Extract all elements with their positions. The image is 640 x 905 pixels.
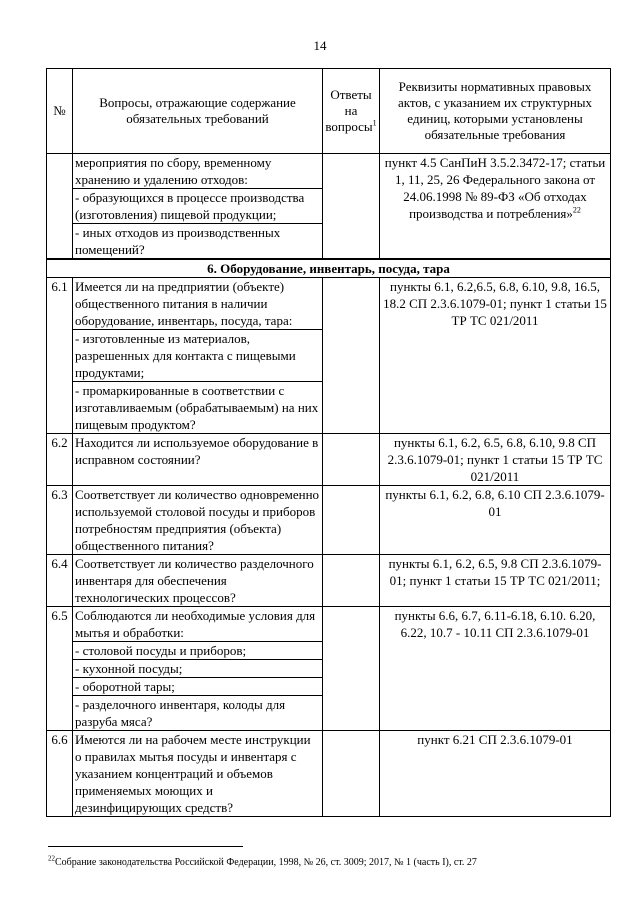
section-heading-row: [47, 259, 611, 278]
row-question: Соответствует ли количество разделочного инвентаря для обеспечения технологических процессов?: [73, 555, 323, 607]
row-num: 6.6: [47, 731, 73, 817]
answer-cell[interactable]: [323, 555, 380, 607]
table-row: [47, 607, 611, 642]
row-reference: пункты 6.1, 6.2, 6.5, 9.8 СП 2.3.6.1079-01; пункт 1 статьи 15 ТР ТС 021/2011;: [380, 555, 611, 607]
reference-text: пункт 4.5 СанПиН 3.5.2.3472-17; статьи 1, 11, 25, 26 Федерального закона от 24.06.1998 № 89-ФЗ «Об отходах производства и потребления»: [384, 155, 606, 221]
answer-cell[interactable]: [323, 486, 380, 555]
header-num: №: [47, 69, 73, 154]
answer-cell[interactable]: [323, 434, 380, 486]
row-num: 6.2: [47, 434, 73, 486]
row-num: [47, 154, 73, 260]
header-requisites: Реквизиты нормативных правовых актов, с указанием их структурных единиц, которыми установлены обязательные требования: [380, 69, 611, 154]
answer-cell[interactable]: [323, 607, 380, 731]
row-num: 6.4: [47, 555, 73, 607]
row-num: 6.5: [47, 607, 73, 731]
row-question: - изготовленные из материалов, разрешенных для контакта с пищевыми продуктами;: [73, 330, 323, 382]
table-header-row: [47, 69, 611, 154]
row-reference: пункты 6.1, 6.2, 6.8, 6.10 СП 2.3.6.1079-01: [380, 486, 611, 555]
answer-cell[interactable]: [323, 154, 380, 260]
header-answers-text: Ответы на вопросы: [325, 87, 373, 134]
table-row: [47, 154, 611, 189]
row-question: - разделочного инвентаря, колоды для разруба мяса?: [73, 696, 323, 731]
table-row: [47, 486, 611, 555]
row-reference: пункт 6.21 СП 2.3.6.1079-01: [380, 731, 611, 817]
answer-cell[interactable]: [323, 278, 380, 434]
row-reference: пункты 6.1, 6.2, 6.5, 6.8, 6.10, 9.8 СП 2.3.6.1079-01; пункт 1 статьи 15 ТР ТС 021/2011: [380, 434, 611, 486]
table-row: [47, 731, 611, 817]
table-row: [47, 278, 611, 330]
row-question: - иных отходов из производственных помещений?: [73, 224, 323, 260]
row-question: - столовой посуды и приборов;: [73, 642, 323, 660]
table-row: [47, 555, 611, 607]
row-reference: [380, 154, 611, 260]
row-question: - оборотной тары;: [73, 678, 323, 696]
table-row: [47, 434, 611, 486]
row-question: Соблюдаются ли необходимые условия для мытья и обработки:: [73, 607, 323, 642]
footnote-text: Собрание законодательства Российской Федерации, 1998, № 26, ст. 3009; 2017, № 1 (часть I), ст. 27: [55, 857, 477, 868]
row-question: Соответствует ли количество одновременно используемой столовой посуды и приборов потребностям предприятия (объекта) общественного питания?: [73, 486, 323, 555]
row-num: 6.3: [47, 486, 73, 555]
footnote: [48, 856, 477, 869]
answer-cell[interactable]: [323, 731, 380, 817]
section-title: 6. Оборудование, инвентарь, посуда, тара: [47, 259, 611, 278]
row-question: мероприятия по сбору, временному хранению и удалению отходов:: [73, 154, 323, 189]
footnote-divider: [48, 846, 243, 847]
row-question: - кухонной посуды;: [73, 660, 323, 678]
header-questions: Вопросы, отражающие содержание обязательных требований: [73, 69, 323, 154]
row-question: - образующихся в процессе производства (изготовления) пищевой продукции;: [73, 189, 323, 224]
row-question: Имеется ли на предприятии (объекте) общественного питания в наличии оборудование, инвентарь, посуда, тара:: [73, 278, 323, 330]
row-num: 6.1: [47, 278, 73, 434]
row-reference: пункты 6.6, 6.7, 6.11-6.18, 6.10. 6.20, 6.22, 10.7 - 10.11 СП 2.3.6.1079-01: [380, 607, 611, 731]
row-reference: пункты 6.1, 6.2,6.5, 6.8, 6.10, 9.8, 16.5, 18.2 СП 2.3.6.1079-01; пункт 1 статьи 15 ТР ТС 021/2011: [380, 278, 611, 434]
footnote-ref: 22: [572, 205, 581, 215]
row-question: - промаркированные в соответствии с изготавливаемым (обрабатываемым) на них пищевым продуктом?: [73, 382, 323, 434]
footnote-mark: 22: [48, 854, 55, 863]
row-question: Имеются ли на рабочем месте инструкции о правилах мытья посуды и инвентаря с указанием концентраций и объемов применяемых моющих и дезинфицирующих средств?: [73, 731, 323, 817]
page-number: 14: [313, 38, 327, 53]
row-question: Находится ли используемое оборудование в исправном состоянии?: [73, 434, 323, 486]
requirements-table: [46, 68, 611, 817]
footnote-ref: 1: [372, 118, 377, 128]
header-answers: [323, 69, 380, 154]
